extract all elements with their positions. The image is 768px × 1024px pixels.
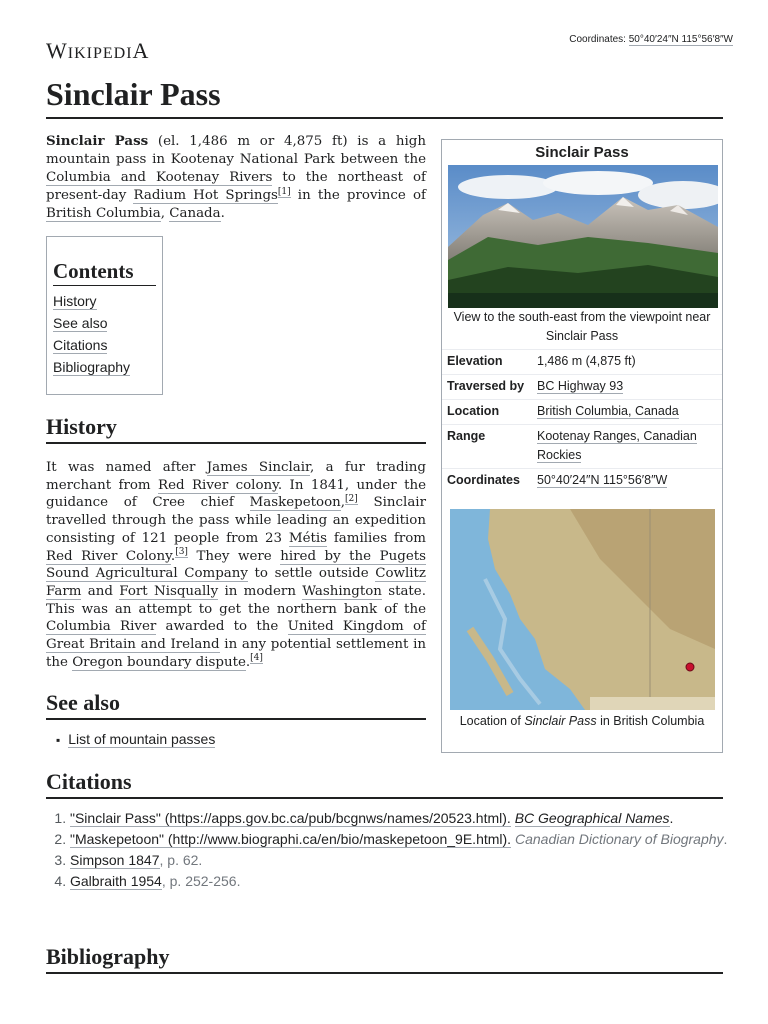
ref-1[interactable]: [1] (277, 186, 291, 197)
history-text: Sinclair travelled through the pass while leading an expedition consisting of 121 people from 23 (46, 495, 426, 546)
heading-history: History (46, 414, 426, 444)
infobox-row-location (442, 399, 722, 424)
location-marker (686, 663, 694, 671)
history-text: families from (327, 530, 426, 546)
infobox-rows (442, 349, 722, 493)
lead-bold-title: Sinclair Pass (46, 133, 149, 149)
page-title: Sinclair Pass (46, 76, 723, 119)
lead-text: (el. 1,486 m or 4,875 ft) is a high mountain pass in Kootenay National Park between the (46, 134, 426, 167)
link-maskepetoon[interactable]: Maskepetoon (249, 495, 341, 511)
link-list-of-mountain-passes[interactable]: List of mountain passes (68, 731, 216, 747)
history-text: to settle outside (247, 566, 376, 582)
citations-list (52, 809, 742, 893)
link-hired-pugets-sound[interactable]: hired by the Pugets Sound Agricultural Company (46, 548, 426, 582)
ref-2[interactable]: [2] (345, 493, 358, 504)
infobox-row-range (442, 424, 722, 468)
citation-item (70, 809, 742, 827)
citation-item (70, 851, 742, 869)
toc-item-bibliography[interactable]: Bibliography (53, 359, 131, 375)
link-columbia-river[interactable]: Columbia River (46, 619, 157, 635)
map-caption-post: in British Columbia (596, 714, 705, 728)
history-text: It was named after (46, 460, 207, 475)
infobox (441, 139, 723, 753)
map-caption-em: Sinclair Pass (524, 714, 597, 728)
location-map[interactable] (450, 509, 715, 710)
photo-caption: View to the south-east from the viewpoint near Sinclair Pass (453, 310, 711, 343)
history-text: . In 1841, under the guidance of Cree chief (46, 477, 427, 511)
citation-source-link[interactable]: BC Geographical Names (514, 810, 670, 826)
top-coordinates-link[interactable]: 50°40′24″N 115°56′8″W (628, 34, 733, 45)
link-united-kingdom[interactable]: United Kingdom of Great Britain and Ireland (46, 619, 426, 653)
citation-link[interactable]: Simpson 1847 (70, 852, 160, 868)
ref-4[interactable]: [4] (250, 653, 263, 664)
infobox-link[interactable]: 50°40′24″N 115°56′8″W (537, 473, 668, 487)
link-british-columbia[interactable]: British Columbia (46, 206, 161, 221)
history-text: state. This was an attempt to get the northern bank of the (46, 583, 426, 617)
link-fort-nisqually[interactable]: Fort Nisqually (119, 583, 219, 599)
link-columbia-kootenay[interactable]: Columbia and Kootenay Rivers (46, 170, 273, 185)
link-radium-hot-springs[interactable]: Radium Hot Springs (133, 188, 278, 203)
history-text: in any potential settlement in the (46, 637, 426, 670)
link-james-sinclair[interactable]: James Sinclair (206, 460, 310, 475)
link-cowlitz-farm[interactable]: Cowlitz Farm (46, 566, 426, 599)
citation-link[interactable]: "Maskepetoon" (http://www.biographi.ca/en/bio/maskepetoon_9E.html). (70, 831, 512, 847)
infobox-label: Location (447, 404, 500, 418)
heading-bibliography: Bibliography (46, 944, 723, 974)
infobox-value: 1,486 m (4,875 ft) (537, 354, 636, 368)
infobox-label: Range (447, 429, 486, 443)
lead-paragraph (46, 132, 426, 223)
mountain-photo[interactable] (448, 165, 718, 308)
lead-text: to the northeast of present-day (46, 170, 426, 203)
logo-mid: IKIPEDI (67, 45, 133, 62)
citation-link[interactable]: "Sinclair Pass" (https://apps.gov.bc.ca/pub/bcgnws/names/20523.html). (70, 810, 511, 826)
toc-item-citations[interactable]: Citations (53, 337, 108, 353)
citation-item (70, 872, 742, 890)
citation-text: . (669, 810, 674, 826)
history-text: , (340, 495, 346, 511)
infobox-row-coordinates (442, 468, 722, 493)
citation-link[interactable]: Galbraith 1954 (70, 873, 162, 889)
link-red-river-colony-2[interactable]: Red River Colony (46, 548, 171, 564)
infobox-link[interactable]: BC Highway 93 (537, 379, 624, 393)
wikipedia-logo[interactable] (46, 38, 149, 64)
link-metis[interactable]: Métis (288, 530, 328, 546)
map-caption (442, 711, 722, 731)
see-also-list (56, 731, 215, 747)
toc-title: Contents (53, 259, 156, 286)
lead-text: . (220, 206, 225, 221)
link-canada[interactable]: Canada (169, 206, 221, 221)
infobox-link[interactable]: Kootenay Ranges, Canadian Rockies (537, 429, 697, 462)
citation-text: , p. 252-256. (161, 873, 241, 889)
citation-text: , p. 62. (159, 852, 203, 868)
toc-item-see-also[interactable]: See also (53, 315, 108, 331)
ref-3[interactable]: [3] (175, 547, 188, 558)
history-text: . (245, 654, 251, 670)
table-of-contents (46, 236, 163, 395)
toc-item-history[interactable]: History (53, 293, 97, 309)
citation-source: Canadian Dictionary of Biography (514, 831, 724, 847)
citation-item (70, 830, 742, 848)
history-text: and (81, 583, 120, 599)
history-text: in modern (218, 583, 303, 599)
link-washington[interactable]: Washington (302, 583, 382, 599)
link-red-river-colony[interactable]: Red River colony (158, 477, 278, 493)
history-text: They were (187, 548, 281, 564)
link-oregon-boundary-dispute[interactable]: Oregon boundary dispute (72, 654, 246, 670)
infobox-label: Traversed by (447, 379, 525, 393)
history-text: . (170, 548, 176, 564)
infobox-title: Sinclair Pass (535, 144, 629, 161)
citation-text: . (723, 831, 728, 847)
map-caption-pre: Location of (459, 714, 525, 728)
lead-text: in the province of (290, 188, 426, 203)
history-text: , a fur trading merchant from (46, 460, 426, 493)
logo-w: W (46, 38, 68, 63)
heading-see-also: See also (46, 690, 426, 720)
list-item (56, 731, 215, 747)
infobox-label: Elevation (447, 354, 503, 368)
infobox-row-elevation (442, 349, 722, 374)
coordinates-prefix: Coordinates: (569, 34, 626, 45)
heading-citations: Citations (46, 769, 723, 799)
history-text: awarded to the (156, 619, 288, 635)
top-coordinates (569, 34, 733, 45)
history-paragraph (46, 459, 426, 671)
infobox-label: Coordinates (447, 473, 520, 487)
logo-a: A (132, 38, 150, 63)
infobox-link[interactable]: British Columbia, Canada (537, 404, 679, 418)
lead-text: , (160, 206, 170, 221)
infobox-row-traversed-by (442, 374, 722, 399)
